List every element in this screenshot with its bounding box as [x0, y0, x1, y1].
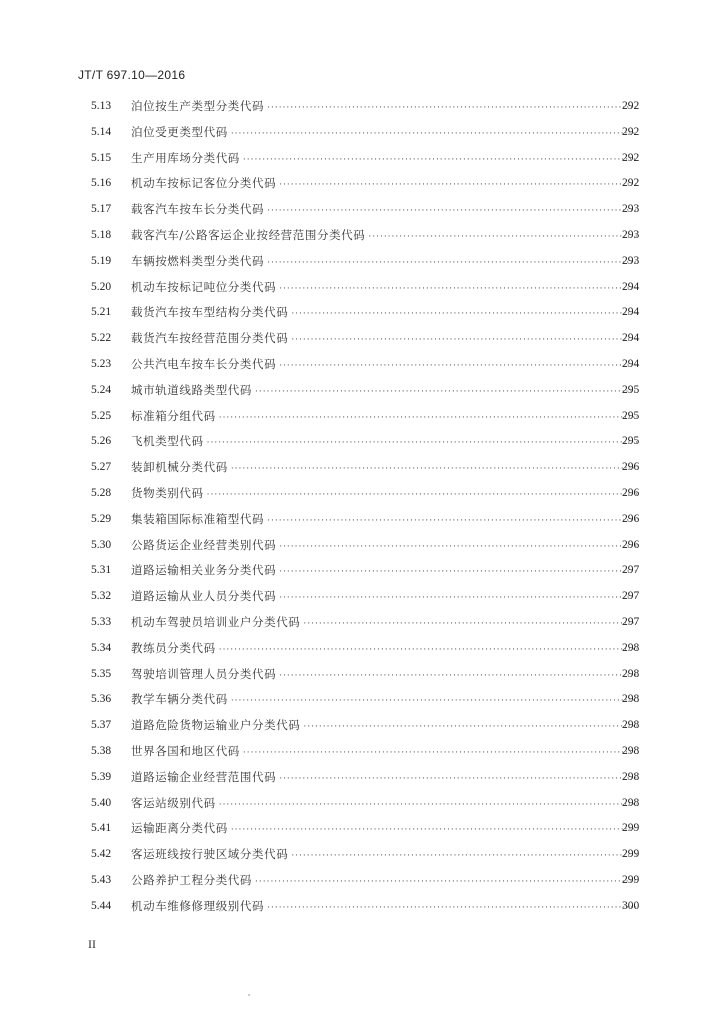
document-code-header: JT/T 697.10—2016	[78, 68, 186, 82]
toc-entry-number: 5.39	[91, 770, 112, 783]
toc-entry[interactable]	[0, 664, 724, 684]
toc-entry-page: 292	[622, 151, 640, 164]
toc-dot-leader	[303, 722, 637, 732]
toc-entry[interactable]	[0, 431, 724, 451]
toc-dot-leader	[267, 516, 637, 526]
toc-dot-leader	[207, 490, 637, 500]
toc-entry-number: 5.38	[91, 745, 112, 757]
toc-entry-title: 机动车按标记客位分类代码	[131, 176, 277, 191]
toc-entry-title: 客运班线按行驶区域分类代码	[131, 847, 289, 862]
toc-dot-leader	[231, 464, 637, 474]
toc-dot-leader	[219, 645, 637, 655]
toc-entry-number: 5.41	[91, 822, 112, 835]
toc-entry[interactable]	[0, 844, 724, 864]
toc-entry-body	[131, 769, 640, 785]
toc-entry-title: 标准箱分组代码	[131, 408, 216, 423]
toc-entry[interactable]	[0, 638, 724, 658]
toc-dot-leader	[255, 877, 637, 887]
toc-entry-title: 运输距离分类代码	[131, 821, 228, 836]
toc-entry-number: 5.33	[91, 616, 112, 628]
toc-entry[interactable]	[0, 741, 724, 761]
toc-entry[interactable]	[0, 328, 724, 348]
toc-entry-title: 道路运输企业经营范围代码	[131, 769, 277, 784]
toc-entry-page: 298	[622, 745, 640, 757]
toc-entry-body	[131, 795, 640, 811]
toc-entry-number: 5.42	[91, 848, 112, 861]
toc-entry[interactable]	[0, 560, 724, 580]
toc-entry-title: 公共汽电车按车长分类代码	[131, 357, 277, 371]
toc-entry[interactable]	[0, 715, 724, 735]
toc-dot-leader	[231, 696, 637, 706]
toc-entry-number: 5.37	[91, 719, 112, 732]
toc-entry-title: 车辆按燃料类型分类代码	[131, 253, 265, 268]
toc-entry[interactable]	[0, 793, 724, 813]
page-number-footer: II	[88, 937, 96, 951]
toc-entry-page: 299	[622, 848, 640, 861]
toc-entry-title: 生产用库场分类代码	[131, 150, 240, 165]
toc-dot-leader	[219, 800, 637, 810]
toc-entry-number: 5.18	[91, 229, 112, 241]
toc-entry-number: 5.17	[91, 203, 112, 216]
toc-entry-page: 294	[622, 332, 640, 345]
toc-entry-body	[131, 717, 640, 733]
toc-dot-leader	[279, 774, 637, 784]
toc-entry-title: 机动车驾驶员培训业户分类代码	[131, 615, 301, 629]
toc-entry-body	[131, 640, 640, 656]
toc-entry-page: 292	[622, 100, 640, 112]
toc-entry-body	[131, 98, 640, 114]
toc-entry-page: 300	[622, 899, 640, 912]
toc-entry-body	[131, 279, 640, 295]
toc-entry-body	[131, 304, 640, 320]
toc-entry[interactable]	[0, 586, 724, 606]
toc-entry-number: 5.43	[91, 874, 112, 886]
toc-entry-title: 驾驶培训管理人员分类代码	[131, 666, 277, 681]
toc-dot-leader	[267, 258, 637, 268]
toc-entry-body	[131, 511, 640, 527]
toc-entry-body	[131, 562, 640, 578]
toc-entry[interactable]	[0, 302, 724, 322]
toc-entry-body	[131, 485, 640, 501]
toc-entry-number: 5.20	[91, 280, 112, 293]
toc-entry-body	[131, 872, 640, 888]
toc-entry-body	[131, 433, 640, 449]
toc-entry-title: 教练员分类代码	[131, 640, 216, 655]
toc-entry-page: 297	[622, 564, 640, 577]
toc-entry-number: 5.25	[91, 409, 112, 422]
toc-entry-title: 飞机类型代码	[131, 434, 204, 449]
toc-dot-leader	[279, 361, 637, 371]
toc-entry[interactable]	[0, 457, 724, 477]
toc-dot-leader	[219, 413, 637, 423]
toc-entry-page: 293	[622, 229, 640, 241]
toc-dot-leader	[231, 129, 637, 139]
toc-dot-leader	[267, 206, 637, 216]
toc-entry-title: 集装箱国际标准箱型代码	[131, 511, 265, 526]
toc-entry[interactable]	[0, 509, 724, 529]
toc-entry-title: 客运站级别代码	[131, 795, 216, 810]
toc-entry[interactable]	[0, 535, 724, 555]
toc-entry-number: 5.26	[91, 435, 112, 448]
scan-speck	[248, 994, 250, 996]
toc-entry[interactable]	[0, 354, 724, 374]
toc-entry-body	[131, 820, 640, 836]
toc-entry[interactable]	[0, 173, 724, 193]
toc-entry[interactable]	[0, 122, 724, 142]
toc-dot-leader	[279, 567, 637, 577]
toc-entry-page: 296	[622, 512, 640, 525]
toc-dot-leader	[291, 309, 637, 319]
toc-entry-page: 296	[622, 487, 640, 499]
toc-entry-title: 机动车维修修理级别代码	[131, 898, 265, 913]
toc-entry[interactable]	[0, 225, 724, 245]
toc-entry-body	[131, 588, 640, 604]
toc-entry-title: 教学车辆分类代码	[131, 692, 228, 707]
toc-entry[interactable]	[0, 380, 724, 400]
toc-dot-leader	[279, 284, 637, 294]
toc-entry-page: 299	[622, 822, 640, 835]
toc-entry-number: 5.14	[91, 125, 112, 138]
toc-entry-number: 5.31	[91, 564, 112, 577]
toc-entry-body	[131, 537, 640, 553]
toc-entry-title: 公路养护工程分类代码	[131, 873, 252, 887]
toc-entry-page: 298	[622, 719, 640, 732]
toc-entry-page: 295	[622, 435, 640, 448]
toc-entry-number: 5.13	[91, 100, 112, 112]
toc-entry[interactable]	[0, 896, 724, 916]
toc-entry-body	[131, 150, 640, 166]
toc-entry-title: 货物类别代码	[131, 486, 204, 500]
toc-entry-title: 道路运输相关业务分类代码	[131, 563, 277, 578]
toc-dot-leader	[243, 748, 637, 758]
toc-entry-number: 5.16	[91, 177, 112, 190]
toc-entry-title: 泊位按生产类型分类代码	[131, 99, 265, 113]
toc-dot-leader	[243, 155, 637, 165]
toc-entry-page: 298	[622, 770, 640, 783]
toc-entry-page: 296	[622, 461, 640, 474]
toc-entry[interactable]	[0, 148, 724, 168]
toc-entry-page: 298	[622, 641, 640, 654]
toc-entry[interactable]	[0, 483, 724, 503]
toc-entry[interactable]	[0, 870, 724, 890]
toc-entry-number: 5.30	[91, 538, 112, 551]
toc-entry-number: 5.22	[91, 332, 112, 345]
toc-entry-title: 道路危险货物运输业户分类代码	[131, 718, 301, 733]
toc-dot-leader	[255, 387, 637, 397]
toc-entry-body	[131, 201, 640, 217]
toc-entry[interactable]	[0, 96, 724, 116]
toc-entry-number: 5.24	[91, 383, 112, 396]
toc-entry-body	[131, 227, 640, 243]
toc-dot-leader	[231, 825, 637, 835]
toc-entry-body	[131, 614, 640, 630]
toc-entry-page: 293	[622, 254, 640, 267]
toc-entry-body	[131, 743, 640, 759]
toc-entry-page: 292	[622, 177, 640, 190]
toc-entry-body	[131, 691, 640, 707]
toc-entry-number: 5.23	[91, 358, 112, 370]
toc-dot-leader	[279, 671, 637, 681]
toc-entry[interactable]	[0, 251, 724, 271]
toc-entry[interactable]	[0, 612, 724, 632]
toc-entry[interactable]	[0, 199, 724, 219]
toc-dot-leader	[368, 232, 637, 242]
toc-entry-title: 载货汽车按车型结构分类代码	[131, 305, 289, 320]
toc-entry-number: 5.44	[91, 899, 112, 912]
toc-entry-number: 5.29	[91, 512, 112, 525]
toc-entry-body	[131, 124, 640, 140]
toc-entry-title: 载客汽车/公路客运企业按经营范围分类代码	[131, 228, 366, 242]
toc-entry-page: 295	[622, 383, 640, 396]
toc-entry-page: 293	[622, 203, 640, 216]
toc-entry[interactable]	[0, 689, 724, 709]
toc-entry[interactable]	[0, 406, 724, 426]
toc-entry-body	[131, 175, 640, 191]
toc-dot-leader	[267, 103, 637, 113]
toc-entry-number: 5.32	[91, 590, 112, 603]
toc-entry-title: 公路货运企业经营类别代码	[131, 537, 277, 552]
toc-entry[interactable]	[0, 767, 724, 787]
toc-dot-leader	[267, 903, 637, 913]
toc-entry-page: 297	[622, 590, 640, 603]
toc-entry-title: 机动车按标记吨位分类代码	[131, 279, 277, 294]
toc-entry-number: 5.35	[91, 667, 112, 680]
toc-entry-number: 5.28	[91, 487, 112, 499]
toc-entry-title: 道路运输从业人员分类代码	[131, 589, 277, 604]
toc-dot-leader	[279, 593, 637, 603]
toc-entry-body	[131, 330, 640, 346]
toc-entry-page: 295	[622, 409, 640, 422]
toc-entry-body	[131, 408, 640, 424]
toc-dot-leader	[291, 335, 637, 345]
toc-entry-body	[131, 382, 640, 398]
toc-entry-page: 298	[622, 796, 640, 809]
toc-entry-body	[131, 898, 640, 914]
toc-entry-body	[131, 253, 640, 269]
toc-entry-number: 5.15	[91, 151, 112, 164]
toc-entry-title: 装卸机械分类代码	[131, 460, 228, 475]
toc-entry-page: 296	[622, 538, 640, 551]
toc-entry-title: 载客汽车按车长分类代码	[131, 202, 265, 217]
toc-entry-page: 297	[622, 616, 640, 628]
toc-entry-body	[131, 459, 640, 475]
toc-entry-number: 5.19	[91, 254, 112, 267]
toc-entry-number: 5.21	[91, 306, 112, 319]
toc-entry-page: 298	[622, 667, 640, 680]
toc-entry-page: 299	[622, 874, 640, 886]
toc-entry-page: 292	[622, 125, 640, 138]
toc-dot-leader	[207, 438, 637, 448]
toc-entry-number: 5.34	[91, 641, 112, 654]
toc-entry-number: 5.27	[91, 461, 112, 474]
toc-entry-page: 294	[622, 358, 640, 370]
toc-entry-body	[131, 846, 640, 862]
toc-dot-leader	[291, 851, 637, 861]
toc-entry-page: 298	[622, 693, 640, 706]
toc-entry[interactable]	[0, 818, 724, 838]
toc-entry-number: 5.40	[91, 796, 112, 809]
toc-entry-page: 294	[622, 306, 640, 319]
toc-entry-body	[131, 356, 640, 372]
toc-entry-title: 城市轨道线路类型代码	[131, 382, 252, 397]
toc-dot-leader	[279, 180, 637, 190]
toc-dot-leader	[303, 619, 637, 629]
toc-entry-title: 载货汽车按经营范围分类代码	[131, 331, 289, 346]
toc-dot-leader	[279, 542, 637, 552]
toc-entry-title: 世界各国和地区代码	[131, 744, 240, 758]
toc-entry-body	[131, 666, 640, 682]
toc-entry-number: 5.36	[91, 693, 112, 706]
toc-entry[interactable]	[0, 277, 724, 297]
toc-entry-page: 294	[622, 280, 640, 293]
toc-entry-title: 泊位受更类型代码	[131, 124, 228, 139]
